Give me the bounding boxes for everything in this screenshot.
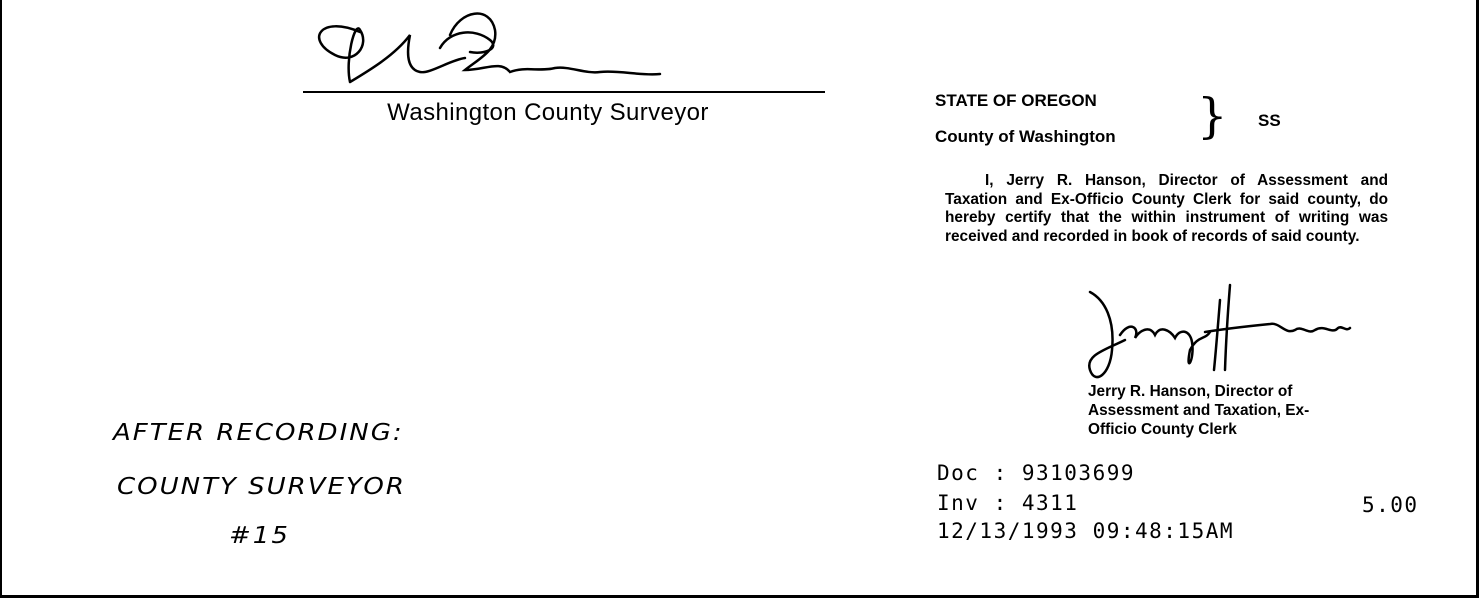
handwritten-line-1: AFTER RECORDING:	[113, 419, 404, 447]
fee-amount: 5.00	[1362, 493, 1419, 517]
ss-label: SS	[1258, 111, 1281, 130]
handwritten-line-3: #15	[229, 522, 290, 550]
recorded-datetime: 12/13/1993 09:48:15AM	[937, 519, 1235, 543]
brace-glyph: }	[1197, 88, 1228, 144]
surveyor-caption: Washington County Surveyor	[387, 99, 709, 126]
director-caption	[1088, 382, 1388, 439]
handwritten-line-2: COUNTY SURVEYOR	[117, 473, 406, 501]
clerk-signature	[1080, 280, 1360, 390]
doc-number: Doc : 93103699	[937, 461, 1136, 485]
director-line-3: Officio County Clerk	[1088, 421, 1237, 438]
inv-number: Inv : 4311	[937, 491, 1079, 515]
county-label: County of Washington	[935, 127, 1116, 146]
director-line-1: Jerry R. Hanson, Director of	[1088, 383, 1293, 400]
director-line-2: Assessment and Taxation, Ex-	[1088, 402, 1310, 419]
certification-text: I, Jerry R. Hanson, Director of Assessment and Taxation and Ex-Officio County Clerk for said county, do hereby certify that the within instrument of writing was received and recorded in book of records of said county.	[945, 172, 1388, 245]
surveyor-signature	[300, 0, 830, 100]
state-title: STATE OF OREGON	[935, 91, 1097, 110]
signature-line	[303, 91, 825, 93]
